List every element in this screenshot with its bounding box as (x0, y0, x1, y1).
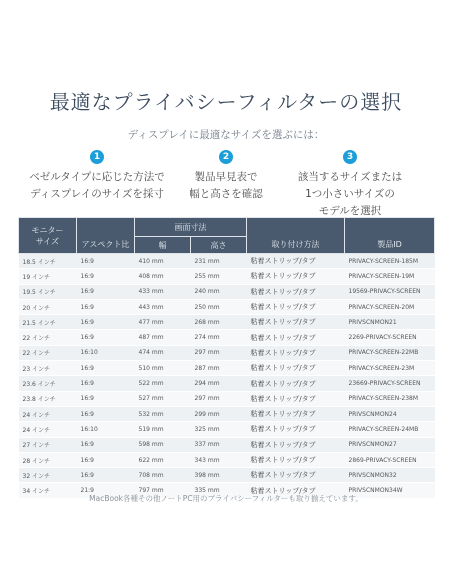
cell-monitor-size: 28 インチ (19, 452, 77, 467)
cell-height: 287 mm (191, 361, 247, 376)
step-number-badge: 1 (90, 150, 104, 164)
cell-aspect-ratio: 16:9 (77, 452, 135, 467)
table-row (19, 299, 435, 314)
cell-height: 274 mm (191, 330, 247, 345)
cell-height: 325 mm (191, 422, 247, 437)
table-row (19, 315, 435, 330)
cell-mount-method: 粘着ストリップ/タブ (247, 284, 345, 299)
cell-aspect-ratio: 16:9 (77, 361, 135, 376)
cell-aspect-ratio: 16:9 (77, 284, 135, 299)
col-header-height: 高さ (191, 237, 247, 254)
cell-monitor-size: 18.5 インチ (19, 254, 77, 269)
cell-height: 297 mm (191, 391, 247, 406)
cell-product-id: PRIVACY-SCREEN-24MB (345, 422, 435, 437)
cell-mount-method: 粘着ストリップ/タブ (247, 452, 345, 467)
col-header-dimensions: 画面寸法 (135, 218, 247, 237)
cell-aspect-ratio: 16:9 (77, 330, 135, 345)
table-row (19, 345, 435, 360)
cell-mount-method: 粘着ストリップ/タブ (247, 345, 345, 360)
table-row (19, 269, 435, 284)
cell-mount-method: 粘着ストリップ/タブ (247, 330, 345, 345)
footnote: MacBook各種その他ノートPC用のプライバシーフィルターも取り揃えています。 (89, 494, 363, 503)
step-1 (27, 150, 167, 203)
step-text-line: ベゼルタイプに応じた方法で (29, 171, 165, 183)
step-number-badge: 3 (343, 150, 357, 164)
cell-width: 522 mm (135, 376, 191, 391)
cell-mount-method: 粘着ストリップ/タブ (247, 391, 345, 406)
cell-product-id: PRIVACY-SCREEN-23M (345, 361, 435, 376)
product-table (18, 217, 435, 499)
cell-product-id: PRIVSCNMON21 (345, 315, 435, 330)
cell-width: 474 mm (135, 345, 191, 360)
cell-aspect-ratio: 16:9 (77, 269, 135, 284)
step-2 (156, 150, 296, 203)
table-row (19, 376, 435, 391)
cell-product-id: PRIVACY-SCREEN-238M (345, 391, 435, 406)
page-title: 最適なプライバシーフィルターの選択 (49, 90, 403, 114)
cell-product-id: 2269-PRIVACY-SCREEN (345, 330, 435, 345)
cell-monitor-size: 22 インチ (19, 345, 77, 360)
page-subtitle: ディスプレイに最適なサイズを選ぶには： (127, 129, 325, 141)
step-text-line: 幅と高さを確認 (189, 188, 263, 200)
cell-mount-method: 粘着ストリップ/タブ (247, 376, 345, 391)
cell-mount-method: 粘着ストリップ/タブ (247, 269, 345, 284)
cell-mount-method: 粘着ストリップ/タブ (247, 483, 345, 498)
cell-mount-method: 粘着ストリップ/タブ (247, 299, 345, 314)
table-row (19, 452, 435, 467)
cell-mount-method: 粘着ストリップ/タブ (247, 315, 345, 330)
cell-height: 255 mm (191, 269, 247, 284)
cell-monitor-size: 23.6 インチ (19, 376, 77, 391)
cell-monitor-size: 22 インチ (19, 330, 77, 345)
cell-aspect-ratio: 16:9 (77, 254, 135, 269)
step-text-line: 該当するサイズまたは (297, 171, 403, 183)
cell-width: 519 mm (135, 422, 191, 437)
cell-product-id: PRIVSCNMON27 (345, 437, 435, 452)
cell-monitor-size: 19.5 インチ (19, 284, 77, 299)
cell-width: 410 mm (135, 254, 191, 269)
table-row (19, 391, 435, 406)
cell-monitor-size: 32 インチ (19, 468, 77, 483)
cell-aspect-ratio: 16:9 (77, 299, 135, 314)
step-number-badge: 2 (219, 150, 233, 164)
cell-product-id: PRIVACY-SCREEN-22MB (345, 345, 435, 360)
cell-monitor-size: 27 インチ (19, 437, 77, 452)
cell-height: 297 mm (191, 345, 247, 360)
cell-product-id: PRIVACY-SCREEN-19M (345, 269, 435, 284)
cell-height: 337 mm (191, 437, 247, 452)
table-row (19, 406, 435, 421)
step-text-line: 1つ小さいサイズの (305, 188, 395, 200)
cell-product-id: PRIVSCNMON32 (345, 468, 435, 483)
cell-product-id: PRIVSCNMON24 (345, 406, 435, 421)
cell-aspect-ratio: 21:9 (77, 483, 135, 498)
cell-mount-method: 粘着ストリップ/タブ (247, 422, 345, 437)
cell-width: 487 mm (135, 330, 191, 345)
cell-height: 299 mm (191, 406, 247, 421)
cell-width: 622 mm (135, 452, 191, 467)
cell-width: 797 mm (135, 483, 191, 498)
cell-product-id: PRIVACY-SCREEN-20M (345, 299, 435, 314)
step-3 (280, 150, 420, 220)
table-row (19, 422, 435, 437)
table-row (19, 437, 435, 452)
cell-aspect-ratio: 16:9 (77, 437, 135, 452)
cell-width: 433 mm (135, 284, 191, 299)
cell-height: 335 mm (191, 483, 247, 498)
cell-aspect-ratio: 16:9 (77, 406, 135, 421)
cell-monitor-size: 23 インチ (19, 361, 77, 376)
cell-product-id: PRIVACY-SCREEN-185M (345, 254, 435, 269)
cell-mount-method: 粘着ストリップ/タブ (247, 468, 345, 483)
cell-width: 708 mm (135, 468, 191, 483)
cell-width: 510 mm (135, 361, 191, 376)
cell-height: 343 mm (191, 452, 247, 467)
cell-monitor-size: 34 インチ (19, 483, 77, 498)
col-header-aspect: アスペクト比 (77, 218, 135, 254)
cell-aspect-ratio: 16:9 (77, 376, 135, 391)
cell-height: 294 mm (191, 376, 247, 391)
col-header-width: 幅 (135, 237, 191, 254)
cell-product-id: 23669-PRIVACY-SCREEN (345, 376, 435, 391)
cell-mount-method: 粘着ストリップ/タブ (247, 437, 345, 452)
cell-monitor-size: 23.8 インチ (19, 391, 77, 406)
step-text-line: 製品早見表で (194, 171, 258, 183)
col-header-monitor-size: モニター サイズ (19, 218, 77, 254)
cell-height: 231 mm (191, 254, 247, 269)
cell-monitor-size: 19 インチ (19, 269, 77, 284)
cell-width: 527 mm (135, 391, 191, 406)
cell-monitor-size: 21.5 インチ (19, 315, 77, 330)
col-header-product-id: 製品ID (345, 218, 435, 254)
cell-width: 408 mm (135, 269, 191, 284)
cell-product-id: 19569-PRIVACY-SCREEN (345, 284, 435, 299)
table-row (19, 330, 435, 345)
table-row (19, 468, 435, 483)
cell-height: 240 mm (191, 284, 247, 299)
cell-height: 398 mm (191, 468, 247, 483)
cell-height: 268 mm (191, 315, 247, 330)
cell-width: 598 mm (135, 437, 191, 452)
cell-aspect-ratio: 16:9 (77, 391, 135, 406)
cell-monitor-size: 24 インチ (19, 422, 77, 437)
cell-mount-method: 粘着ストリップ/タブ (247, 406, 345, 421)
cell-aspect-ratio: 16:9 (77, 315, 135, 330)
cell-width: 477 mm (135, 315, 191, 330)
table-row (19, 254, 435, 269)
cell-aspect-ratio: 16:9 (77, 468, 135, 483)
cell-monitor-size: 24 インチ (19, 406, 77, 421)
cell-width: 443 mm (135, 299, 191, 314)
cell-product-id: PRIVSCNMON34W (345, 483, 435, 498)
cell-height: 250 mm (191, 299, 247, 314)
step-text-line: モデルを選択 (318, 205, 382, 217)
table-row (19, 284, 435, 299)
step-text-line: ディスプレイのサイズを採寸 (30, 188, 164, 200)
table-row (19, 361, 435, 376)
cell-mount-method: 粘着ストリップ/タブ (247, 361, 345, 376)
col-header-mount: 取り付け方法 (247, 218, 345, 254)
cell-mount-method: 粘着ストリップ/タブ (247, 254, 345, 269)
cell-monitor-size: 20 インチ (19, 299, 77, 314)
cell-aspect-ratio: 16:10 (77, 422, 135, 437)
cell-aspect-ratio: 16:10 (77, 345, 135, 360)
cell-width: 532 mm (135, 406, 191, 421)
cell-product-id: 2869-PRIVACY-SCREEN (345, 452, 435, 467)
